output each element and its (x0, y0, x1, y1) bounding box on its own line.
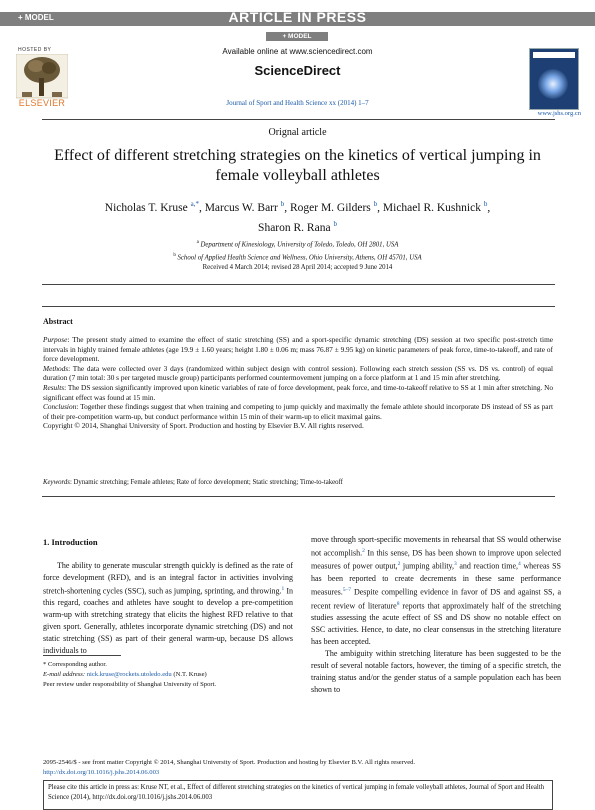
journal-cover-image (529, 48, 579, 110)
reference-link[interactable]: 2 (362, 547, 365, 554)
footnote-rule (43, 655, 121, 656)
article-title: Effect of different stretching strategies on the kinetics of vertical jumping in female volleyball athletes (54, 147, 541, 184)
citation-box: Please cite this article in press as: Kruse NT, et al., Effect of different stretching strategies on the kinetics of vertical jumping in female volleyball athletes, Journal of Sport and Health Science (2014), http://dx.doi.org/10.1016/j.jshs.2014.06.003 (43, 780, 553, 810)
cover-graphic (538, 69, 568, 99)
reference-link[interactable]: 1 (281, 585, 285, 592)
affiliation-mark[interactable]: b (280, 200, 285, 208)
author-list: Nicholas T. Kruse $^{a,*}$, Marcus W. Barr $^b$, Roger M. Gilders $^b$, Michael R. Kushnick $^b$, Sharon R. Rana $^b$ (104, 200, 491, 234)
affiliations: $^a$ Department of Kinesiology, University of Toledo, Toledo, OH 2801, USA $^b$ School of Applied Health Science and Wellness, Ohio University, Athens, OH 45701, USA (173, 240, 422, 262)
author-name[interactable]: Sharon R. Rana (258, 221, 331, 234)
abstract-heading: Abstract (43, 317, 73, 326)
author-name[interactable]: Nicholas T. Kruse (104, 201, 188, 214)
affiliation-mark[interactable]: b (373, 200, 378, 208)
doi-link[interactable]: http://dx.doi.org/10.1016/j.jshs.2014.06.003 (43, 768, 160, 776)
intro-left-column: The ability to generate muscular strength quickly is defined as the rate of force development (RFD), and is an integral factor in activities involving stretch-shortening cycles (SSC), such as jumping, sprinting, and throwing.$^1$ In this regard, coaches and athletes have sought to develop a pre-competition warm-up with stretching strategy that elicits the highest RFD relative to that given sport. Generally, athletes incorporate dynamic stretching (DS) and not static stretching (SS) as part of their general warm-up, because DS allows individuals to (43, 561, 293, 655)
affiliation-text: School of Applied Health Science and Wellness, Ohio University, Athens, OH 45701, USA (177, 254, 422, 262)
header-divider (42, 119, 555, 120)
author-name[interactable]: Marcus W. Barr (204, 201, 278, 214)
affiliation-text: Department of Kinesiology, University of Toledo, Toledo, OH 2801, USA (200, 241, 399, 249)
journal-website-link[interactable]: www.jshs.org.cn (537, 110, 581, 117)
author-name[interactable]: Michael R. Kushnick (382, 201, 481, 214)
peer-review-note: Peer review under responsibility of Shanghai University of Sport. (43, 681, 217, 688)
abstract-methods: Methods: The data were collected over 3 days (randomized within subject design with control session). Following each stretch session (SS vs. DS vs. control) of equal duration (7 min total: 30 s per targeted muscle group) participants performed countermovement jumping on a force platform at 1 and 15 min after stretching. (43, 363, 553, 383)
hosted-by-label: HOSTED BY (18, 47, 52, 53)
cover-title-strip (533, 52, 575, 58)
affiliation-mark[interactable]: a,* (190, 200, 199, 208)
intro-paragraph: The ambiguity within stretching literature has been suggested to be the result of several notable factors, however, the timing of a specific stretch, the training status and/or the gender status of a sample population each has been shown to (311, 648, 561, 694)
model-tag: + MODEL (18, 13, 54, 22)
corresponding-author-note: * Corresponding author. (43, 661, 107, 668)
front-matter-line: 2095-2546/$ - see front matter Copyright © 2014, Shanghai University of Sport. Production and hosting by Elsevier B.V. All rights reserved. (43, 759, 416, 766)
intro-right-column: move through sport-specific movements in rehearsal that SS would otherwise not accomplish.$^2$ In this sense, DS has been shown to improve upon selected measures of power output,$^2$ jumping ability,$^3$ and reaction time,$^4$ whereas SS has been reported to create decrements in these same performance measures.$^{5-7}$ Despite compelling evidence in favor of DS and against SS, a recent review of literature$^8$ reports that approximately half of the stretching studies assessing the acute effect of SS and DS show no notable effect on SSC activities. Hence, to date, no clear consensus in the stretching literature has been accepted. The ambiguity within stretching literature has been suggested to be the result of several notable factors, however, the timing of a specific stretch, the training status and/or the gender status of a sample population each has been shown to (311, 535, 562, 694)
reference-link[interactable]: 2 (397, 561, 401, 568)
available-online: Available online at www.sciencedirect.com (222, 47, 373, 56)
email-note: E-mail address: nick.kruse@rockets.utoledo.edu (N.T. Kruse) (43, 671, 207, 678)
section-heading: 1. Introduction (43, 537, 98, 547)
affiliation-mark[interactable]: b (333, 219, 337, 228)
abstract-purpose: Purpose: The present study aimed to examine the effect of static stretching (SS) and a sport-specific dynamic stretching (DS) session at two specific post-stretch time intervals in highly trained female athletes (age 19.9 ± 1.60 years; height 1.80 ± 0.06 m; mass 76.87 ± 9.95 kg) on kinetic parameters of peak force, time-to-takeoff, and rate of force development. (43, 335, 553, 364)
copyright-block (43, 758, 415, 777)
author-name[interactable]: Roger M. Gilders (289, 201, 371, 214)
model-tag-small: + MODEL (266, 32, 328, 41)
article-type: Orignal article (268, 127, 327, 138)
email-link[interactable]: nick.kruse@rockets.utoledo.edu (86, 671, 172, 678)
reference-link[interactable]: 4 (518, 561, 521, 568)
sciencedirect-link[interactable]: www.sciencedirect.com (289, 47, 373, 56)
reference-link[interactable]: 3 (454, 561, 457, 568)
abstract-copyright: Copyright © 2014, Shanghai University of Sport. Production and hosting by Elsevier B.V. All rights reserved. (43, 421, 364, 431)
footnotes (43, 660, 216, 690)
received-dates: Received 4 March 2014; revised 28 April 2014; accepted 9 June 2014 (202, 264, 393, 271)
abstract-top-divider (42, 284, 555, 285)
keywords: Keywords: Dynamic stretching; Female athletes; Rate of force development; Static stretching; Time-to-takeoff (43, 479, 343, 486)
keywords-divider (42, 496, 555, 497)
sciencedirect-brand: ScienceDirect (254, 63, 341, 78)
affiliation-mark[interactable]: b (483, 200, 488, 208)
reference-link[interactable]: 8 (396, 600, 400, 607)
elsevier-wordmark: ELSEVIER (18, 98, 66, 108)
banner-title: ARTICLE IN PRESS (228, 9, 367, 25)
abstract-results: Results: The DS session significantly improved upon kinetic variables of rate of force development, peak force, and time-to-takeoff relative to SS at 1 min after stretching. No significant effect was found at 15 min. (43, 382, 553, 402)
abstract-divider (42, 306, 555, 307)
abstract-conclusion: Conclusion: Together these findings suggest that when training and competing to jump quickly and maximally the female athlete should incorporate DS instead of SS as part of their pre-competition warm-up, but conduct performance within 15 min of their warm-up to elicit maximal gains. (43, 402, 553, 421)
reference-link[interactable]: 5–7 (342, 586, 352, 593)
journal-citation[interactable]: Journal of Sport and Health Science xx (2014) 1–7 (226, 99, 369, 107)
article-in-press-banner (0, 9, 595, 26)
abstract-body (43, 335, 553, 431)
